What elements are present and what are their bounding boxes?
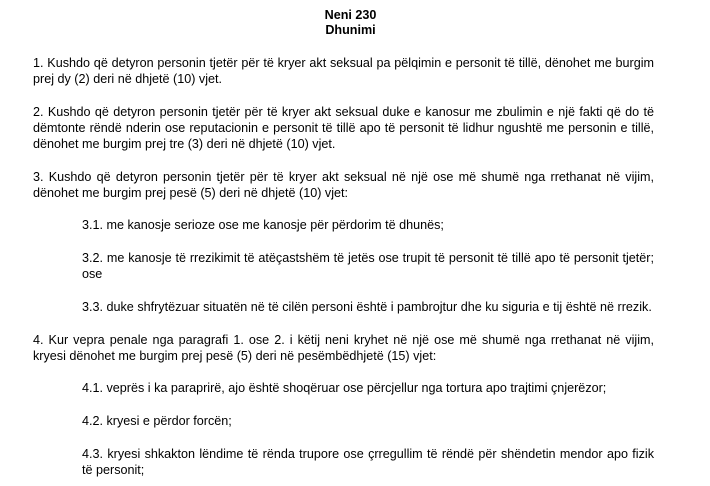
subparagraph-4-3: 4.3. kryesi shkakton lëndime të rënda trupore ose çrregullim të rëndë për shëndetin mendor apo fizik të personit;	[82, 447, 654, 477]
subparagraph-3-2: 3.2. me kanosje të rrezikimit të atëçastshëm të jetës ose trupit të personit të tillë apo të personit tjetër; ose	[82, 251, 654, 281]
paragraph-3: 3. Kushdo që detyron personin tjetër për të kryer akt seksual në një ose më shumë nga rrethanat në vijim, dënohet me burgim prej pesë (5) deri në dhjetë (10) vjet:	[33, 170, 654, 200]
subparagraph-3-3: 3.3. duke shfrytëzuar situatën në të cilën personi është i pambrojtur dhe ku siguria e tij është në rrezik.	[82, 300, 652, 314]
subparagraph-4-1: 4.1. veprës i ka paraprirë, ajo është shoqëruar ose përcjellur nga tortura apo trajtimi çnjerëzor;	[82, 381, 607, 395]
paragraph-4: 4. Kur vepra penale nga paragrafi 1. ose 2. i këtij neni kryhet në një ose më shumë nga rrethanat në vijim, kryesi dënohet me burgim prej pesë (5) deri në pesëmbëdhjetë (15) vjet:	[33, 333, 654, 363]
subparagraph-3-1: 3.1. me kanosje serioze ose me kanosje për përdorim të dhunës;	[82, 218, 444, 232]
article-title: Dhunimi	[325, 23, 376, 37]
paragraph-2: 2. Kushdo që detyron personin tjetër për të kryer akt seksual duke e kanosur me zbulimin e një fakti që do të dëmtonte rëndë nderin ose reputacionin e personit të tillë apo të personit të lidhur ngushtë me personin e tillë, dënohet me burgim prej tre (3) deri në dhjetë (10) vjet.	[33, 105, 654, 151]
paragraph-1: 1. Kushdo që detyron personin tjetër për të kryer akt seksual pa pëlqimin e personit të tillë, dënohet me burgim prej dy (2) deri në dhjetë (10) vjet.	[33, 56, 654, 86]
subparagraph-4-2: 4.2. kryesi e përdor forcën;	[82, 414, 232, 428]
article-number: Neni 230	[324, 8, 377, 22]
article-heading	[33, 8, 654, 38]
